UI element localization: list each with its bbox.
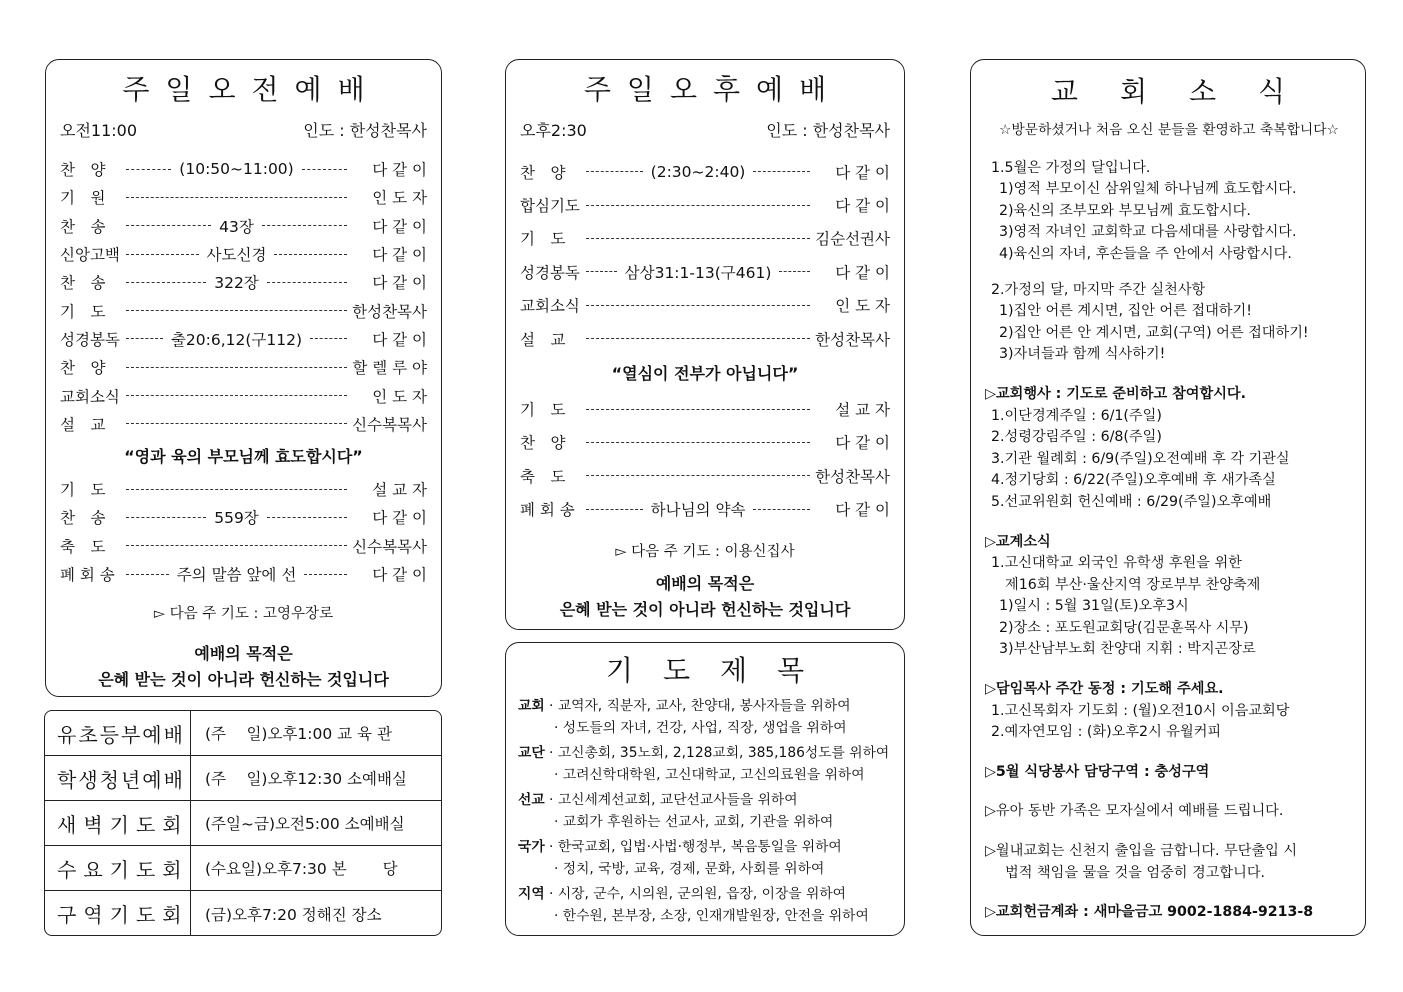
leader-dashes [126,545,347,546]
prayer-group: 지역 · 시장, 군수, 시의원, 군의원, 읍장, 이장을 위하여 · 한수원, 본부장, 소장, 인재개발원장, 안전을 위하여 [518,886,869,924]
order-detail: 출20:6,12(구112) [170,330,303,349]
order-person: 다 같 이 [372,161,428,180]
order-label: 찬 양 [60,359,106,378]
order-label: 찬 양 [520,163,566,182]
order-label: 신앙고백 [60,246,120,265]
prayer-group: 교단 · 고신총회, 35노회, 2,128교회, 385,186성도를 위하여 · 고려신학대학원, 고신대학교, 고신의료원을 위하여 [518,745,890,783]
morning-order-list [46,155,441,438]
order-person: 설 교 자 [835,401,890,420]
schedule-name: 새벽기도회 [45,801,191,845]
infant-notice: ▷유아 동반 가족은 모자실에서 예배를 드립니다. [985,803,1284,820]
leader-dashes [126,395,347,396]
order-label: 폐 회 송 [520,501,575,520]
news-line: 1)집안 어른 계시면, 집안 어른 접대하기! [999,303,1252,320]
order-person: 다 같 이 [372,330,427,349]
order-label: 찬 양 [520,434,566,453]
leader-dashes [126,197,347,198]
schedule-row [45,711,441,756]
prayer-item: 고신세계선교회, 교단선교사들을 위하여 [557,792,798,808]
afternoon-order-list [506,155,904,355]
morning-purpose [46,641,441,693]
may-notice [985,158,1353,266]
order-row [506,222,904,255]
leader-dashes [586,305,810,306]
morning-service-panel [45,59,442,697]
news-line: 1)영적 부모이신 삼위일체 하나님께 효도합시다. [999,181,1297,198]
leader-dashes [126,254,199,255]
order-row [506,255,904,288]
order-detail: (2:30~2:40) [650,162,746,181]
order-person: 인 도 자 [372,387,427,406]
schedule-time: (주 일)오후12:30 소예배실 [205,770,407,788]
leader-dashes [586,409,810,410]
leader-dashes [586,442,810,443]
prayer-group-head: 교단 [518,745,545,761]
schedule-row [45,801,441,846]
welcome-message: ☆방문하셨거나 처음 오신 분들을 환영하고 축복합니다☆ [999,122,1339,138]
news-line: 1.이단경계주일 : 6/1(주일) [991,407,1162,424]
leader-dashes [779,271,810,272]
prayer-group: 국가 · 한국교회, 입법·사법·행정부, 복음통일을 위하여 · 정치, 국방, 교육, 경제, 문화, 사회를 위하여 [518,839,842,877]
order-row [46,475,441,503]
church-news-panel [970,59,1366,936]
order-detail: 43장 [219,217,254,236]
order-person: 다 같 이 [835,501,891,520]
news-line: 1.5월은 가정의 달입니다. [991,159,1151,176]
order-detail: 322장 [214,274,259,293]
afternoon-purpose [506,571,904,623]
order-label: 찬 송 [60,509,106,528]
leader-dashes [126,169,171,170]
prayer-item: 성도들의 자녀, 건강, 사업, 직장, 생업을 위하여 [562,720,847,736]
morning-service-header [46,118,441,141]
leader-dashes [126,574,169,575]
order-label: 축 도 [520,467,566,486]
leader-dashes [262,225,347,226]
order-person: 설 교 자 [372,481,427,500]
leader-dashes [126,338,163,339]
prayer-group: 교회 · 교역자, 직분자, 교사, 찬양대, 봉사자들을 위하여 · 성도들의 자녀, 건강, 사업, 직장, 생업을 위하여 [518,698,851,736]
afternoon-service-title: 주일오후예배 [583,73,843,106]
leader-dashes [586,338,810,339]
news-line: 1.고신대학교 외국인 유학생 후원을 위한 [991,555,1242,572]
order-label: 설 교 [60,415,106,434]
schedule-time: (수요일)오후7:30 본 당 [205,860,398,878]
leader-dashes [753,171,810,172]
order-person: 다 같 이 [835,434,890,453]
order-detail: 559장 [214,509,259,528]
leader-dashes [586,271,617,272]
order-label: 성경봉독 [60,330,120,349]
afternoon-service-panel [505,59,905,630]
sect-warning-1: ▷월내교회는 신천지 출입을 금합니다. 무단출입 시 [985,843,1298,860]
order-person: 한성찬목사 [815,330,890,349]
news-line: 4)육신의 자녀, 후손들을 주 안에서 사랑합시다. [999,245,1292,262]
order-row [46,381,441,409]
order-row [506,322,904,355]
order-person: 한성찬목사 [352,302,427,321]
prayer-item: 고신총회, 35노회, 2,128교회, 385,186성도를 위하여 [557,745,890,761]
order-row [506,493,904,526]
leader-dashes [586,171,643,172]
leader-dashes [586,509,643,510]
prayer-item: 한국교회, 입법·사법·행정부, 복음통일을 위하여 [557,839,842,855]
schedule-name: 학생청년예배 [45,756,191,800]
afternoon-sermon-title: “열심이 전부가 아닙니다” [611,364,799,384]
afternoon-order-list-2 [506,392,904,526]
events-heading: ▷교회행사 : 기도로 준비하고 참여합시다. [985,385,1247,402]
order-label: 교회소식 [60,387,120,406]
order-person: 신수복목사 [352,415,427,434]
leader-dashes [267,517,347,518]
order-row [506,188,904,221]
prayer-item: 정치, 국방, 교육, 경제, 문화, 사회를 위하여 [562,861,825,877]
leader-dashes [302,169,347,170]
leader-dashes [310,338,347,339]
afternoon-service-header [506,118,904,141]
prayer-group-head: 지역 [518,886,545,902]
order-label: 기 도 [520,401,566,420]
prayer-group-head: 교회 [518,698,545,714]
leader-dashes [753,509,810,510]
order-person: 다 같 이 [835,197,890,216]
offering-account: ▷교회헌금계좌 : 새마을금고 9002-1884-9213-8 [985,904,1314,921]
morning-service-leader: 인도 : 한성찬목사 [303,121,427,140]
order-detail: 하나님의 약속 [650,501,746,520]
news-line: 4.정기당회 : 6/22(주일)오후예배 후 새가족실 [991,472,1276,489]
news-line: 제16회 부산·울산지역 장로부부 찬양축제 [1005,576,1261,593]
schedule-time: (주 일)오후1:00 교 육 관 [205,725,392,743]
order-row [46,240,441,268]
order-detail: 삼상31:1-13(구461) [624,263,772,282]
leader-dashes [126,489,347,490]
news-line: 3)부산남부노회 찬양대 지휘 : 박지곤장로 [999,641,1256,658]
purpose-line-1: 예배의 목적은 [655,573,755,593]
order-detail: (10:50~11:00) [179,160,294,179]
news-line: 2)육신의 조부모와 부모님께 효도합시다. [999,202,1251,219]
afternoon-service-leader: 인도 : 한성찬목사 [766,121,890,140]
leader-dashes [304,574,347,575]
order-row [46,410,441,438]
leader-dashes [126,367,347,368]
order-person: 할 렐 루 야 [352,359,427,378]
prayer-item: 고려신학대학원, 고신대학교, 고신의료원을 위하여 [562,767,865,783]
order-row [46,532,441,560]
order-person: 다 같 이 [372,566,427,584]
order-label: 교회소식 [520,297,580,316]
order-label: 설 교 [520,330,566,349]
church-news-body [971,120,1365,924]
prayer-item: 시장, 군수, 시의원, 군의원, 읍장, 이장을 위하여 [557,886,846,902]
schedule-row [45,756,441,801]
order-row [46,560,441,588]
afternoon-next-prayer: ▻ 다음 주 기도 : 이용신집사 [615,543,795,560]
news-line: 2)집안 어른 안 계시면, 교회(구역) 어른 접대하기! [999,324,1309,341]
order-row [506,392,904,425]
order-row [46,212,441,240]
purpose-line-2: 은혜 받는 것이 아니라 헌신하는 것입니다 [98,670,389,690]
news-line: 3)영적 자녀인 교회학교 다음세대를 사랑합시다. [999,224,1297,241]
prayer-topics-title: 기도제목 [605,654,835,687]
leader-dashes [126,282,206,283]
order-person: 다 같 이 [372,509,427,528]
news-line: 2.예자연모임 : (화)오후2시 유월커피 [991,724,1222,741]
leader-dashes [126,310,347,311]
order-person: 김순선권사 [815,230,890,249]
order-person: 한성찬목사 [815,467,890,486]
news-line: 5.선교위원회 헌신예배 : 6/29(주일)오후예배 [991,493,1272,510]
leader-dashes [126,423,347,424]
sect-warning-2: 법적 책임을 물을 것을 엄중히 경고합니다. [1005,864,1266,881]
news-line: 2)장소 : 포도원교회당(김문훈목사 시무) [999,619,1249,636]
leader-dashes [586,475,810,476]
order-label: 기 도 [60,302,106,321]
order-row [46,325,441,353]
morning-service-time: 오전11:00 [60,121,138,140]
leader-dashes [586,238,810,239]
meal-service-notice: ▷5월 식당봉사 담당구역 : 충성구역 [985,763,1210,780]
order-row [46,183,441,211]
order-person: 신수복목사 [352,537,427,556]
order-row [46,155,441,183]
order-label: 폐 회 송 [60,566,115,584]
order-row [506,155,904,188]
leader-dashes [586,205,810,206]
morning-next-prayer: ▻ 다음 주 기도 : 고영우장로 [153,606,334,623]
order-row [46,268,441,296]
prayer-item: 한수원, 본부장, 소장, 인재개발원장, 안전을 위하여 [562,908,869,924]
pastor-list [985,701,1353,744]
schedule-name: 유초등부예배 [45,711,191,755]
prayer-group-head: 선교 [518,792,545,808]
prayer-item: 교회가 후원하는 선교사, 교회, 기관을 위하여 [562,814,834,830]
purpose-line-1: 예배의 목적은 [194,644,293,664]
order-row [46,296,441,324]
pastor-heading: ▷담임목사 주간 동정 : 기도해 주세요. [985,681,1224,698]
order-label: 축 도 [60,537,106,556]
schedule-time: (금)오후7:20 정해진 장소 [205,905,382,924]
leader-dashes [274,254,347,255]
events-list [985,406,1353,514]
meeting-schedule-table [44,710,442,936]
prayer-group-head: 국가 [518,839,545,855]
order-row [506,426,904,459]
prayer-topics-panel [505,642,905,936]
schedule-row [45,846,441,891]
news-line: 3.기관 월례회 : 6/9(주일)오전예배 후 각 기관실 [991,450,1290,467]
news-line: 2.가정의 달, 마지막 주간 실천사항 [991,281,1206,298]
morning-order-list-2 [46,475,441,588]
news-line: 1)일시 : 5월 31일(토)오후3시 [999,598,1189,615]
order-detail: 주의 말씀 앞에 선 [176,566,297,584]
order-person: 다 같 이 [835,263,891,282]
order-row [46,503,441,531]
order-row [46,353,441,381]
order-label: 찬 송 [60,217,106,236]
schedule-name: 수요기도회 [45,846,191,890]
order-person: 인 도 자 [835,297,890,316]
prayer-item: 교역자, 직분자, 교사, 찬양대, 봉사자들을 위하여 [557,698,851,714]
order-detail: 사도신경 [206,246,267,265]
leader-dashes [126,517,206,518]
church-news-title: 교회소식 [1050,75,1328,108]
leader-dashes [126,225,211,226]
order-label: 합심기도 [520,197,580,216]
purpose-line-2: 은혜 받는 것이 아니라 헌신하는 것입니다 [559,599,851,619]
order-label: 찬 송 [60,274,106,293]
afternoon-service-time: 오후2:30 [520,121,587,140]
practice-notice [985,280,1353,366]
order-person: 다 같 이 [835,163,891,182]
prayer-group: 선교 · 고신세계선교회, 교단선교사들을 위하여 · 교회가 후원하는 선교사, 교회, 기관을 위하여 [518,792,834,830]
news-line: 3)자녀들과 함께 식사하기! [999,346,1166,363]
church-world-list [985,553,1353,661]
order-row [506,289,904,322]
order-label: 성경봉독 [520,263,580,282]
prayer-topics-list [506,695,904,927]
order-label: 기 도 [520,230,566,249]
order-row [506,459,904,492]
schedule-name: 구역기도회 [45,891,191,936]
news-line: 1.고신목회자 기도회 : (월)오전10시 이음교회당 [991,702,1290,719]
morning-sermon-title: “영과 육의 부모님께 효도합시다” [124,446,363,466]
church-world-heading: ▷교계소식 [985,533,1051,550]
morning-service-title: 주일오전예배 [122,73,381,106]
order-label: 기 원 [60,189,106,208]
schedule-time: (주일~금)오전5:00 소예배실 [205,815,405,833]
leader-dashes [267,282,347,283]
order-person: 다 같 이 [372,246,427,265]
schedule-row [45,891,441,936]
order-person: 인 도 자 [372,189,427,208]
news-line: 2.성령강림주일 : 6/8(주일) [991,429,1162,446]
order-label: 찬 양 [60,161,106,180]
order-person: 다 같 이 [372,274,427,293]
order-label: 기 도 [60,481,106,500]
order-person: 다 같 이 [372,217,428,236]
